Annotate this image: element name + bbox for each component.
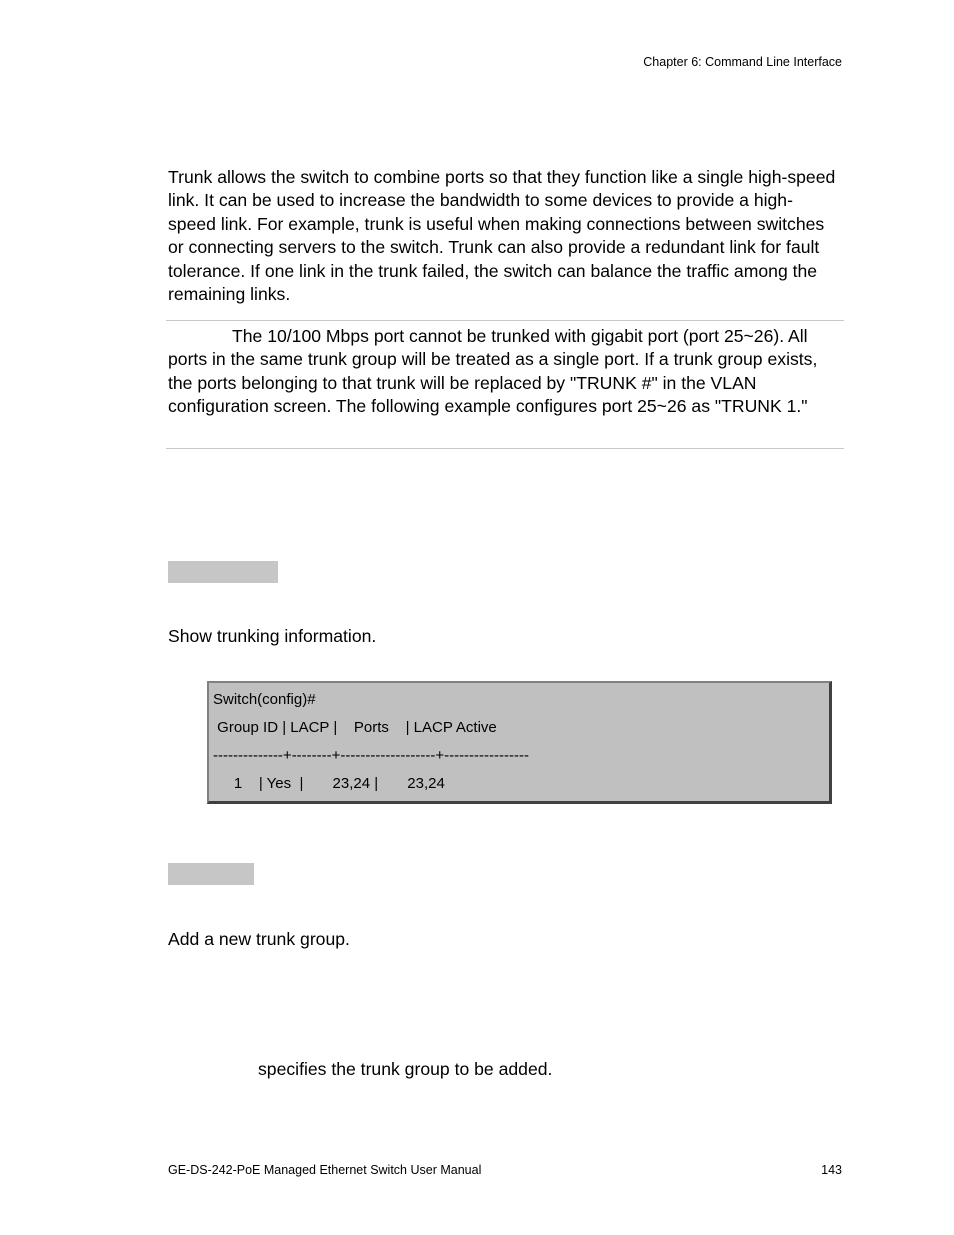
footer-manual-title: GE-DS-242-PoE Managed Ethernet Switch User Manual [168,1163,482,1177]
console-prompt: Switch(config)# [213,691,316,708]
note-box [166,320,844,449]
command-description: Show trunking information. [168,626,377,646]
command-heading-placeholder [168,561,278,583]
console-table-header: Group ID | LACP | Ports | LACP Active [213,719,497,736]
page-number: 143 [821,1163,842,1177]
console-example [207,681,832,804]
console-separator: --------------+--------+-------------------+----------------- [213,747,529,764]
parameter-description: specifies the trunk group to be added. [258,1059,553,1079]
intro-paragraph: Trunk allows the switch to combine ports so that they function like a single high-speed link. It can be used to increase the bandwidth to some devices to provide a high-speed link. For example, trunk is useful when making connections between switches or connecting servers to the switch. Trunk can also provide a redundant link for fault tolerance. If one link in the trunk failed, the switch can balance the traffic among the remaining links. [168,167,836,305]
command-description: Add a new trunk group. [168,929,350,949]
note-text: The 10/100 Mbps port cannot be trunked with gigabit port (port 25~26). All ports in the same trunk group will be treated as a single port. If a trunk group exists, the ports belonging to that trunk will be replaced by "TRUNK #" in the VLAN configuration screen. The following example configures port 25~26 as "TRUNK 1." [168,326,818,417]
chapter-header: Chapter 6: Command Line Interface [643,55,842,69]
console-table-row: 1 | Yes | 23,24 | 23,24 [213,775,445,792]
command-heading-placeholder [168,863,254,885]
